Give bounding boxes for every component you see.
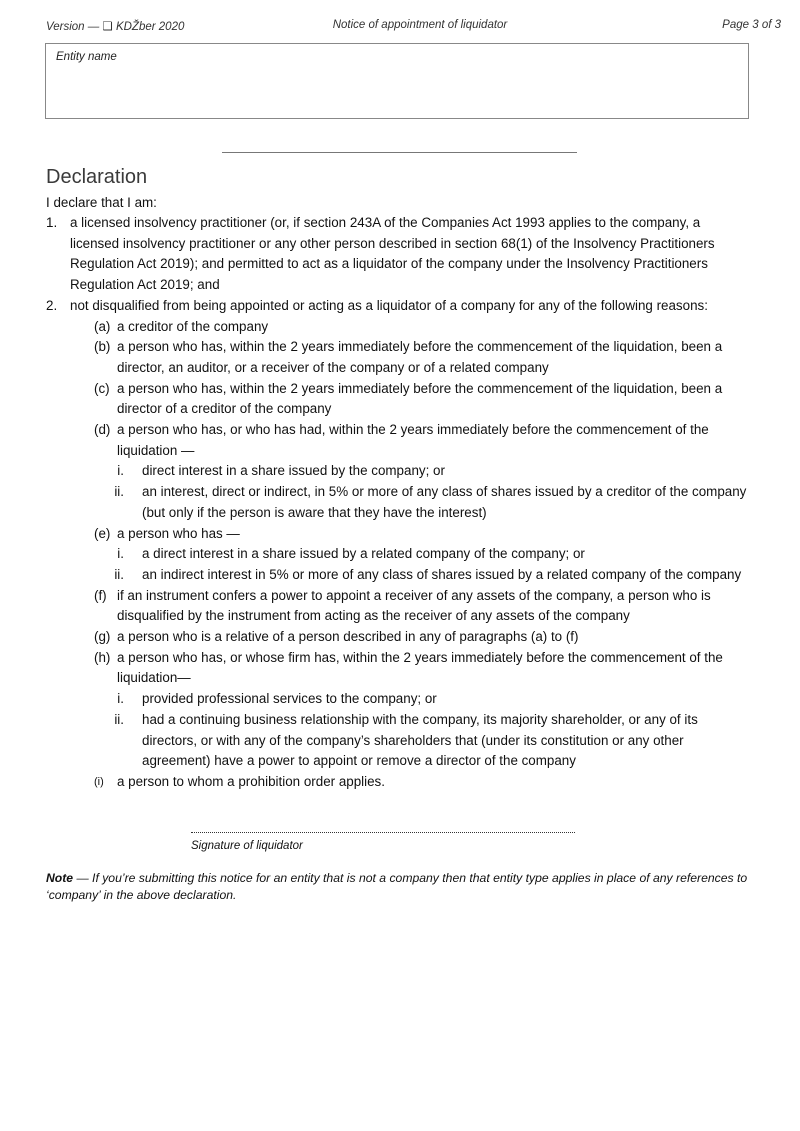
- sub-item-text: a person to whom a prohibition order applies.: [117, 773, 385, 789]
- divider: [222, 152, 577, 153]
- sub-item-e: [0, 524, 800, 545]
- roman-item: [0, 461, 800, 482]
- roman-item: [0, 544, 800, 565]
- entity-name-label: Entity name: [56, 51, 117, 63]
- roman-item-label: i.: [117, 463, 124, 479]
- signature-label: Signature of liquidator: [191, 840, 303, 852]
- sub-item-h: [0, 648, 800, 689]
- roman-item-text: an indirect interest in 5% or more of any class of shares issued by a related company of the company: [142, 566, 742, 582]
- sub-item-i: [0, 772, 800, 793]
- sub-item-text: a person who has, within the 2 years immediately before the commencement of the liquidation, been a director of a creditor of the company: [117, 380, 723, 417]
- roman-item: [0, 482, 800, 523]
- roman-item-label: ii.: [114, 711, 124, 727]
- sub-item-label: (e): [94, 525, 111, 541]
- sub-item-label: (i): [94, 775, 104, 788]
- roman-item: [0, 689, 800, 710]
- sub-item-text: a person who is a relative of a person described in any of paragraphs (a) to (f): [117, 629, 579, 645]
- roman-item-label: ii.: [114, 566, 124, 582]
- sub-item-text: a person who has, within the 2 years immediately before the commencement of the liquidation, been a director, an auditor, or a receiver of the company or of a related company: [117, 339, 723, 375]
- item-text: a licensed insolvency practitioner (or, if section 243A of the Companies Act 1993 applies to the company, a licensed insolvency practitioner or any other person described in section 68(1) of the Insolvency Practitioners Regulation Act 2019); and permitted to act as a liquidator of the company under the Insolvency Practitioners Regulation Act 2019; and: [70, 215, 715, 293]
- header-version: Version — ❑ KDŽber 2020: [46, 21, 185, 33]
- roman-item-label: i.: [117, 546, 124, 562]
- header-title: Notice of appointment of liquidator: [332, 19, 508, 31]
- sub-item-text: a person who has, or who has had, within the 2 years immediately before the commencement of the liquidation —: [117, 422, 709, 458]
- sub-item-label: (d): [94, 422, 111, 438]
- entity-name-field[interactable]: [45, 43, 749, 119]
- declaration-title: Declaration: [46, 166, 148, 188]
- sub-item-text: a creditor of the company: [117, 318, 269, 334]
- roman-item-label: i.: [117, 691, 124, 707]
- sub-item-label: (b): [94, 339, 111, 355]
- declaration-intro: I declare that I am:: [46, 195, 157, 210]
- sub-item-d: [0, 420, 800, 461]
- roman-item-text: a direct interest in a share issued by a related company of the company; or: [142, 546, 585, 562]
- item-text: not disqualified from being appointed or acting as a liquidator of a company for any of the following reasons:: [70, 297, 708, 313]
- sub-item-text: a person who has, or whose firm has, within the 2 years immediately before the commencement of the liquidation—: [117, 649, 723, 686]
- sub-item-g: [0, 627, 800, 648]
- roman-item-text: provided professional services to the company; or: [142, 691, 437, 707]
- sub-item-text: if an instrument confers a power to appoint a receiver of any assets of the company, a person who is disqualified by the instrument from acting as the receiver of any assets of the company: [117, 587, 711, 624]
- header-page-number: Page 3 of 3: [722, 19, 781, 31]
- item-number: 1.: [46, 215, 58, 230]
- note-lead: Note: [46, 871, 74, 885]
- roman-item: [0, 565, 800, 586]
- roman-item: [0, 710, 800, 772]
- sub-item-c: [0, 379, 800, 420]
- sub-item-text: a person who has —: [117, 525, 240, 541]
- sub-item-f: [0, 586, 800, 627]
- item-number: 2.: [46, 297, 58, 313]
- roman-item-text: had a continuing business relationship with the company, its majority shareholder, or any of its directors, or with any of the company’s shareholders that (under its constitution or any other agreement) have a power to appoint or remove a director of the company: [142, 711, 698, 769]
- roman-item-text: an interest, direct or indirect, in 5% or more of any class of shares issued by a creditor of the company (but only if the person is aware that they have the interest): [142, 484, 747, 520]
- list-item: [0, 296, 800, 317]
- sub-item-b: [0, 337, 800, 378]
- sub-item-a: [0, 317, 800, 338]
- signature-line[interactable]: [191, 832, 575, 833]
- sub-item-label: (g): [94, 629, 111, 645]
- sub-item-label: (h): [94, 649, 111, 665]
- declaration-list: [0, 213, 800, 793]
- roman-item-text: direct interest in a share issued by the company; or: [142, 463, 445, 479]
- note-text: — If you’re submitting this notice for an entity that is not a company then that entity type applies in place of any references to ‘company’ in the above declaration.: [46, 871, 748, 902]
- sub-item-label: (a): [94, 318, 111, 334]
- roman-item-label: ii.: [114, 484, 124, 500]
- sub-item-label: (f): [94, 587, 107, 603]
- sub-item-label: (c): [94, 380, 110, 396]
- note-paragraph: [46, 870, 758, 903]
- list-item: [0, 213, 800, 296]
